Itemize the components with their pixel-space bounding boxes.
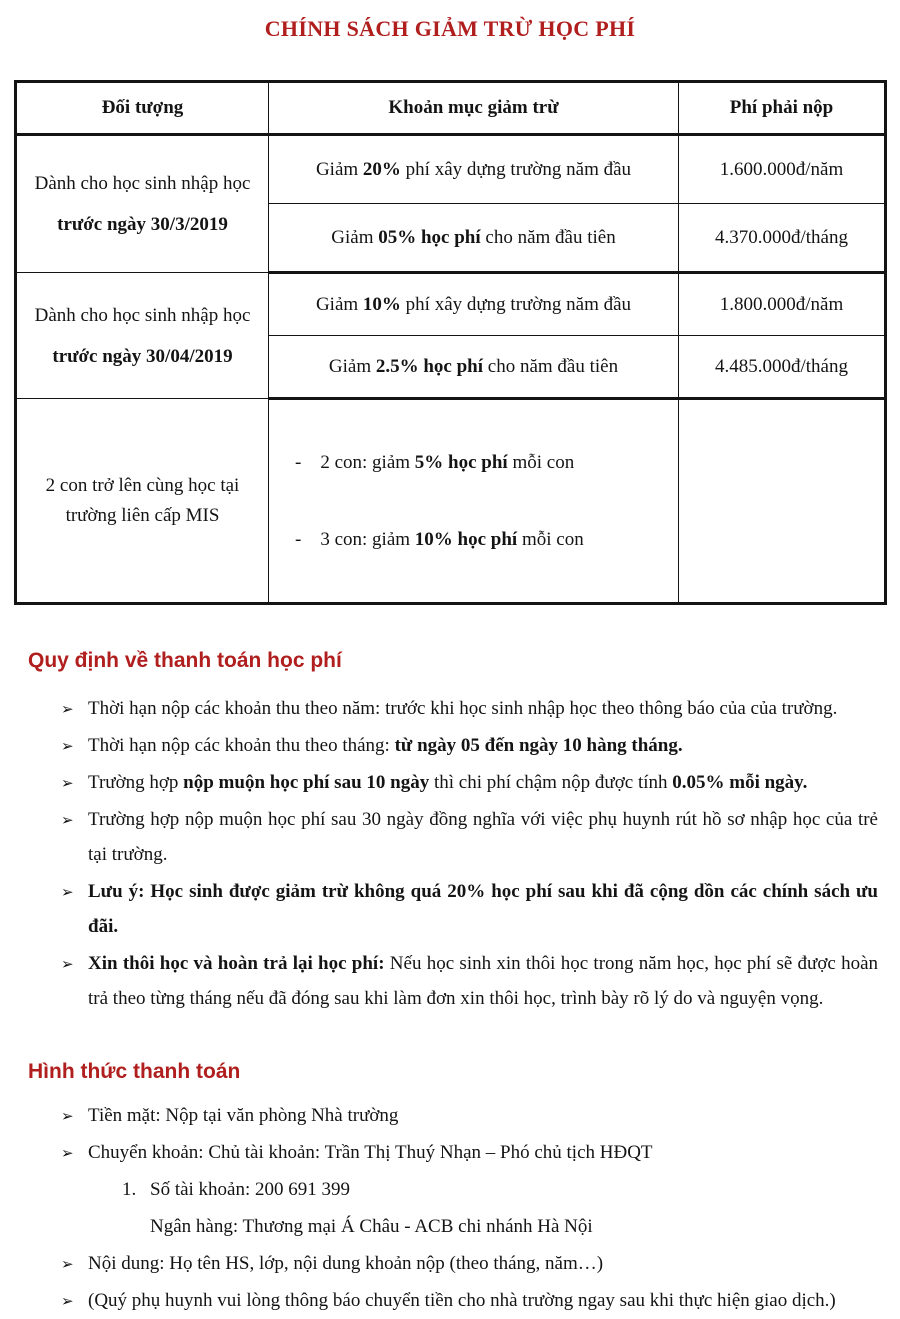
bullet-item bbox=[61, 1135, 878, 1170]
bank-name-row: Ngân hàng: Thương mại Á Châu - ACB chi nhánh Hà Nội bbox=[150, 1216, 593, 1237]
arrow-bullet-icon: ➢ bbox=[61, 1292, 74, 1310]
section-heading: Quy định về thanh toán học phí bbox=[28, 649, 342, 672]
bullet-text: Lưu ý: Học sinh được giảm trừ không quá 20% học phí sau khi đã cộng dồn các chính sách ưu đãi. bbox=[88, 881, 878, 937]
item-line: - 2 con: giảm 5% học phí mỗi con bbox=[295, 452, 575, 473]
subject-line: 2 con trở lên cùng học tại bbox=[45, 474, 240, 496]
account-number-index: 1. bbox=[122, 1179, 137, 1200]
section-tuition-rules bbox=[0, 649, 900, 1016]
bullet-text: Xin thôi học và hoàn trả lại học phí: Nếu học sinh xin thôi học trong năm học, học phí sẽ được hoàn trả theo từng tháng nếu đã đóng sau khi làm đơn xin thôi học, trình bày rõ lý do và nguyện vọng. bbox=[88, 953, 879, 1009]
subject-line: trước ngày 30/3/2019 bbox=[57, 214, 228, 235]
bullet-text: Trường hợp nộp muộn học phí sau 10 ngày thì chi phí chậm nộp được tính 0.05% mỗi ngày. bbox=[88, 772, 808, 793]
bullet-item bbox=[61, 691, 878, 726]
bullet-text: (Quý phụ huynh vui lòng thông báo chuyển tiền cho nhà trường ngay sau khi thực hiện giao dịch.) bbox=[88, 1290, 836, 1311]
subject-cell bbox=[16, 135, 269, 273]
bullet-text: Thời hạn nộp các khoản thu theo năm: trước khi học sinh nhập học theo thông báo của của trường. bbox=[88, 698, 838, 719]
item-cell: Giảm 10% phí xây dựng trường năm đầu bbox=[269, 273, 679, 336]
item-cell: Giảm 05% học phí cho năm đầu tiên bbox=[269, 204, 679, 273]
arrow-bullet-icon: ➢ bbox=[61, 1144, 74, 1162]
bullet-item bbox=[61, 1283, 878, 1318]
arrow-bullet-icon: ➢ bbox=[61, 955, 74, 973]
header-cell-deduction: Khoản mục giảm trừ bbox=[269, 82, 679, 135]
bullet-text: Chuyển khoản: Chủ tài khoản: Trần Thị Thuý Nhạn – Phó chủ tịch HĐQT bbox=[88, 1142, 653, 1163]
account-number-text: Số tài khoản: 200 691 399 bbox=[150, 1179, 351, 1200]
fee-cell bbox=[679, 399, 886, 604]
item-cell: Giảm 20% phí xây dựng trường năm đầu bbox=[269, 135, 679, 204]
fee-cell: 4.370.000đ/tháng bbox=[679, 204, 886, 273]
arrow-bullet-icon: ➢ bbox=[61, 1107, 74, 1125]
bullet-text: Nội dung: Họ tên HS, lớp, nội dung khoản nộp (theo tháng, năm…) bbox=[88, 1253, 604, 1274]
subject-cell bbox=[16, 273, 269, 399]
header-cell-subject: Đối tượng bbox=[16, 82, 269, 135]
item-cell: Giảm 2.5% học phí cho năm đầu tiên bbox=[269, 336, 679, 399]
item-cell bbox=[269, 399, 679, 604]
bullet-item bbox=[61, 874, 878, 944]
fee-policy-table bbox=[14, 80, 887, 605]
item-line: - 3 con: giảm 10% học phí mỗi con bbox=[295, 529, 584, 550]
arrow-bullet-icon: ➢ bbox=[61, 737, 74, 755]
table-header-row bbox=[16, 82, 886, 135]
fee-cell: 1.600.000đ/năm bbox=[679, 135, 886, 204]
bullet-item bbox=[61, 802, 878, 872]
subject-line: Dành cho học sinh nhập học bbox=[34, 304, 251, 326]
bullet-item bbox=[61, 1098, 878, 1133]
fee-cell: 4.485.000đ/tháng bbox=[679, 336, 886, 399]
bullet-text: Tiền mặt: Nộp tại văn phòng Nhà trường bbox=[88, 1105, 399, 1126]
bullet-text: Trường hợp nộp muộn học phí sau 30 ngày đồng nghĩa với việc phụ huynh rút hồ sơ nhập học của trẻ tại trường. bbox=[88, 809, 878, 865]
account-number-row bbox=[122, 1172, 878, 1207]
bullet-item bbox=[61, 946, 879, 1016]
subject-line: Dành cho học sinh nhập học bbox=[34, 173, 251, 194]
subject-line: trường liên cấp MIS bbox=[65, 504, 220, 526]
arrow-bullet-icon: ➢ bbox=[61, 883, 74, 901]
subject-cell bbox=[16, 399, 269, 604]
section-payment-methods bbox=[0, 1060, 900, 1318]
arrow-bullet-icon: ➢ bbox=[61, 1255, 74, 1273]
page-title: CHÍNH SÁCH GIẢM TRỪ HỌC PHÍ bbox=[264, 16, 636, 41]
arrow-bullet-icon: ➢ bbox=[61, 811, 74, 829]
table-row bbox=[16, 273, 886, 336]
table-row bbox=[16, 135, 886, 204]
bullet-text: Thời hạn nộp các khoản thu theo tháng: từ ngày 05 đến ngày 10 hàng tháng. bbox=[88, 735, 683, 756]
bullet-item bbox=[61, 1246, 878, 1281]
table-row bbox=[16, 399, 886, 604]
subject-line: trước ngày 30/04/2019 bbox=[52, 345, 233, 367]
fee-cell: 1.800.000đ/năm bbox=[679, 273, 886, 336]
bullet-item bbox=[61, 728, 878, 763]
arrow-bullet-icon: ➢ bbox=[61, 700, 74, 718]
arrow-bullet-icon: ➢ bbox=[61, 774, 74, 792]
section-heading: Hình thức thanh toán bbox=[28, 1060, 241, 1083]
header-cell-fee: Phí phải nộp bbox=[679, 82, 886, 135]
bullet-item bbox=[61, 765, 878, 800]
